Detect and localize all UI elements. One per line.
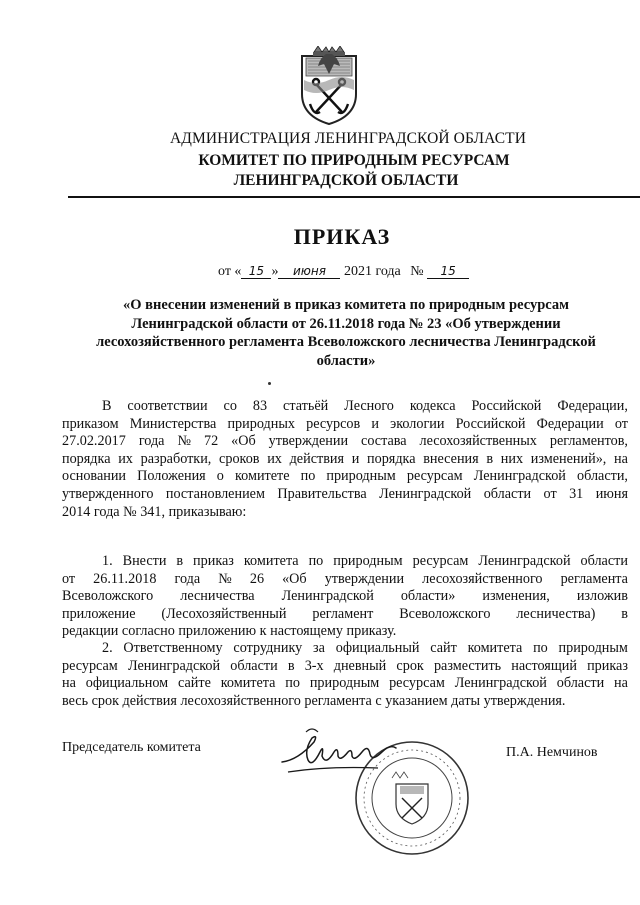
- text-line: приложение (Лесохозяйственный регламент Всеволожского лесничества) в: [62, 605, 628, 622]
- text-line: 27.02.2017 года № 72 «Об утверждении состава лесохозяйственных регламентов,: [62, 433, 628, 450]
- text-line: ресурсам Ленинградской области в 3-х дневный срок разместить настоящий приказ: [62, 657, 628, 674]
- order-subject: [62, 296, 630, 370]
- date-day-handwritten: 15: [241, 264, 271, 279]
- text-line: 2. Ответственному сотруднику за официальный сайт комитета по природным: [102, 640, 628, 656]
- text-line: В соответствии со 83 статьёй Лесного кодекса Российской Федерации,: [102, 398, 628, 414]
- order-number-handwritten: 15: [427, 264, 469, 279]
- text-line: Всеволожского лесничества Ленинградской области» изменения, изложив: [62, 588, 628, 605]
- signatory-position: Председатель комитета: [62, 740, 201, 755]
- text-line: 2014 года № 341, приказываю:: [62, 503, 247, 520]
- text-line: утвержденного постановлением Правительства Ленинградской области от 31 июня: [62, 485, 628, 502]
- signatory-name: П.А. Немчинов: [506, 745, 598, 760]
- date-mid: »: [271, 264, 279, 279]
- committee-name-line2: ЛЕНИНГРАДСКОЙ ОБЛАСТИ: [233, 172, 459, 189]
- header-divider: [68, 196, 640, 198]
- administration-header: АДМИНИСТРАЦИЯ ЛЕНИНГРАДСКОЙ ОБЛАСТИ: [170, 130, 526, 147]
- text-line: на официальном сайте комитета по природным ресурсам Ленинградской области на: [62, 675, 628, 692]
- text-line: от 26.11.2018 года № 26 «Об утверждении лесохозяйственного регламента: [62, 570, 628, 587]
- text-line: порядка их разработки, сроков их действия и порядка внесения в них изменений», на: [62, 450, 628, 467]
- date-prefix: от «: [218, 264, 242, 279]
- text-line: редакции согласно приложению к настоящему приказу.: [62, 623, 397, 640]
- date-year: 2021 года: [343, 264, 401, 279]
- subject-line: лесохозяйственного регламента Всеволожского лесничества Ленинградской: [96, 334, 596, 350]
- subject-line: области»: [316, 352, 376, 369]
- committee-name-line1: КОМИТЕТ ПО ПРИРОДНЫМ РЕСУРСАМ: [198, 152, 510, 169]
- text-line: приказом Министерства природных ресурсов и экологии Российской Федерации от: [62, 415, 628, 432]
- date-month-handwritten: июня: [278, 264, 340, 279]
- text-line: весь срок действия лесохозяйственного регламента с указанием даты утверждения.: [62, 692, 566, 709]
- order-date-line: [218, 264, 469, 280]
- scan-speck: [268, 382, 271, 385]
- text-line: основании Положения о комитете по природным ресурсам Ленинградской области,: [62, 468, 628, 485]
- handwritten-signature: [278, 722, 408, 780]
- paragraph-item-2: [62, 640, 628, 710]
- number-label: №: [410, 264, 424, 279]
- paragraph-item-1: [62, 553, 628, 641]
- subject-line: «О внесении изменений в приказ комитета по природным ресурсам: [122, 297, 569, 313]
- document-title: ПРИКАЗ: [293, 224, 391, 249]
- paragraph-preamble: [62, 398, 628, 521]
- coat-of-arms-emblem: [296, 46, 362, 126]
- subject-line: Ленинградской области от 26.11.2018 года № 23 «Об утверждении: [131, 315, 561, 332]
- text-line: 1. Внести в приказ комитета по природным ресурсам Ленинградской области: [102, 553, 628, 569]
